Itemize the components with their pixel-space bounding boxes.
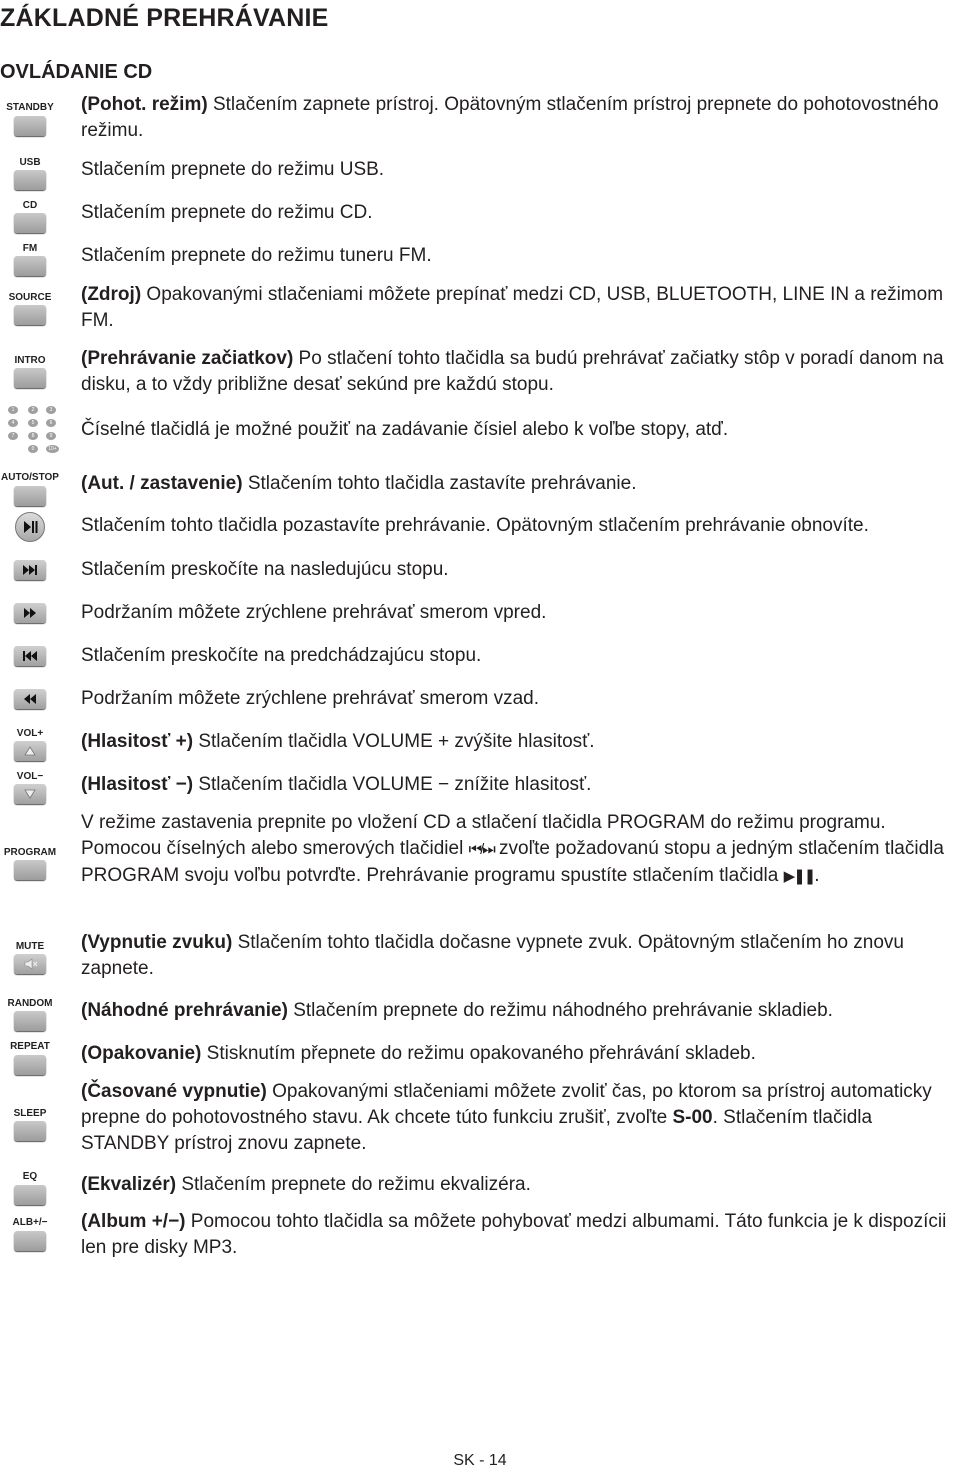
- forward-description: Podržaním môžete zrýchlene prehrávať smerom vpred.: [81, 602, 547, 623]
- auto-stop-term: (Aut. / zastavenie): [81, 473, 243, 494]
- arrow-up-icon: [14, 741, 46, 761]
- numkey-9: 9: [46, 432, 56, 440]
- sleep-term: (Časované vypnutie): [81, 1081, 267, 1102]
- source-description: [81, 282, 959, 334]
- vol-down-description: [81, 772, 959, 798]
- numkey-1: 1: [8, 406, 18, 414]
- standby-term: (Pohot. režim): [81, 94, 208, 115]
- auto-stop-label: AUTO/STOP: [1, 472, 59, 483]
- play-pause-button: [15, 512, 45, 542]
- fm-description: Stlačením prepnete do režimu tuneru FM.: [81, 245, 432, 266]
- numkey-2: 2: [28, 406, 38, 414]
- numeric-keypad: [6, 404, 60, 456]
- sleep-label: SLEEP: [13, 1108, 47, 1119]
- numkey-4: 4: [8, 419, 18, 427]
- rewind-icon: [14, 689, 46, 709]
- eq-term: (Ekvalizér): [81, 1174, 177, 1195]
- source-label: SOURCE: [8, 292, 52, 303]
- numkey-10plus: 10+: [46, 445, 59, 453]
- mute-label: MUTE: [15, 941, 45, 952]
- intro-text: Po stlačení tohto tlačidla sa budú prehrávať začiatky stôp v poradí danom na disku, a to vždy približne desať sekúnd pre každú stopu.: [81, 348, 944, 395]
- auto-stop-description: [81, 471, 959, 497]
- source-term: (Zdroj): [81, 284, 142, 305]
- play-pause-inline-icon: ▶❚❚: [783, 868, 815, 885]
- numkey-5: 5: [28, 419, 38, 427]
- vol-down-text: Stlačením tlačidla VOLUME − znížite hlasitosť.: [193, 774, 592, 795]
- vol-down-term: (Hlasitosť −): [81, 774, 194, 795]
- vol-up-term: (Hlasitosť +): [81, 731, 194, 752]
- usb-button: [14, 170, 46, 190]
- standby-button: [14, 116, 46, 136]
- intro-button: [14, 368, 46, 388]
- source-text: Opakovanými stlačeniami môžete prepínať medzi CD, USB, BLUETOOTH, LINE IN a režimom FM.: [81, 284, 944, 331]
- intro-description: [81, 346, 959, 398]
- vol-up-description: [81, 729, 959, 755]
- program-text-1: V režime zastavenia prepnite po vložení CD a stlačení tlačidla PROGRAM do režimu programu. Pomocou číselných alebo smerových tlačidiel: [81, 812, 886, 859]
- repeat-button: [14, 1055, 46, 1075]
- random-text: Stlačením prepnete do režimu náhodného prehrávanie skladieb.: [287, 1000, 833, 1021]
- arrow-down-icon: [14, 784, 46, 804]
- numkey-6: 6: [46, 419, 56, 427]
- play-pause-description: Stlačením tohto tlačidla pozastavíte prehrávanie. Opätovným stlačením prehrávanie obnovíte.: [81, 515, 869, 536]
- fast-forward-button: [14, 603, 46, 623]
- alb-text: Pomocou tohto tlačidla sa môžete pohybovať medzi albumami. Táto funkcia je k dispozícii len pre disky MP3.: [81, 1211, 947, 1258]
- eq-button: [14, 1185, 46, 1205]
- alb-label: ALB+/−: [12, 1217, 48, 1228]
- repeat-label: REPEAT: [10, 1041, 50, 1052]
- sleep-description: [81, 1079, 959, 1157]
- numkey-0: 0: [28, 445, 38, 453]
- repeat-text: Stisknutím přepnete do režimu opakovaného přehrávání skladeb.: [201, 1043, 756, 1064]
- program-description: [81, 810, 959, 890]
- previous-track-button: [14, 646, 46, 666]
- eq-label: EQ: [22, 1171, 38, 1182]
- mute-term: (Vypnutie zvuku): [81, 932, 233, 953]
- alb-description: [81, 1209, 959, 1261]
- usb-label: USB: [19, 157, 41, 168]
- alb-button: [14, 1231, 46, 1251]
- sleep-code: S-00: [672, 1107, 713, 1128]
- prev-next-inline-icon: ⏮/⏭: [468, 841, 494, 858]
- mute-text: Stlačením tohto tlačidla dočasne vypnete zvuk. Opätovným stlačením ho znovu zapnete.: [81, 932, 905, 979]
- numkey-8: 8: [28, 432, 38, 440]
- random-description: [81, 998, 959, 1024]
- sleep-text-2: . Stlačením tlačidla STANDBY prístroj znovu zapnete.: [81, 1107, 873, 1154]
- usb-description: Stlačením prepnete do režimu USB.: [81, 159, 385, 180]
- random-button: [14, 1011, 46, 1031]
- fm-label: FM: [22, 243, 38, 254]
- section-title: OVLÁDANIE CD: [0, 61, 153, 83]
- program-text-2: zvoľte požadovanú stopu a jedným stlačením tlačidla PROGRAM svoju voľbu potvrďte. Prehrávanie programu spustíte stlačením tlačidla: [81, 838, 944, 886]
- program-text-3: .: [814, 865, 820, 886]
- alb-term: (Album +/−): [81, 1211, 186, 1232]
- program-label: PROGRAM: [3, 847, 57, 858]
- rewind-description: Podržaním môžete zrýchlene prehrávať smerom vzad.: [81, 688, 540, 709]
- random-label: RANDOM: [7, 998, 53, 1009]
- skip-next-icon: [14, 560, 46, 580]
- vol-down-label: VOL−: [16, 771, 44, 782]
- numpad-description: Číselné tlačidlá je možné použiť na zadávanie čísiel alebo k voľbe stopy, atď.: [81, 419, 729, 440]
- numkey-3: 3: [46, 406, 56, 414]
- auto-stop-button: [14, 486, 46, 506]
- next-description: Stlačením preskočíte na nasledujúcu stopu.: [81, 559, 449, 580]
- page-title: ZÁKLADNÉ PREHRÁVANIE: [0, 4, 329, 32]
- mute-button: [14, 954, 46, 974]
- numkey-7: 7: [8, 432, 18, 440]
- repeat-description: [81, 1041, 959, 1067]
- vol-up-label: VOL+: [16, 728, 44, 739]
- standby-text: Stlačením zapnete prístroj. Opätovným stlačením prístroj prepnete do pohotovostného režimu.: [81, 94, 939, 141]
- auto-stop-text: Stlačením tohto tlačidla zastavíte prehrávanie.: [242, 473, 637, 494]
- intro-term: (Prehrávanie začiatkov): [81, 348, 294, 369]
- repeat-term: (Opakovanie): [81, 1043, 202, 1064]
- eq-description: [81, 1172, 959, 1198]
- cd-description: Stlačením prepnete do režimu CD.: [81, 202, 373, 223]
- sleep-text: Opakovanými stlačeniami môžete zvoliť čas, po ktorom sa prístroj automaticky prepne do pohotovostného stavu. Ak chcete túto funkciu zrušiť, zvoľte: [81, 1081, 932, 1128]
- prev-description: Stlačením preskočíte na predchádzajúcu stopu.: [81, 645, 482, 666]
- fm-button: [14, 256, 46, 276]
- program-button: [14, 860, 46, 880]
- eq-text: Stlačením prepnete do režimu ekvalizéra.: [176, 1174, 531, 1195]
- fast-forward-icon: [14, 603, 46, 623]
- vol-down-button: [14, 784, 46, 804]
- intro-label: INTRO: [14, 355, 46, 366]
- next-track-button: [14, 560, 46, 580]
- speaker-mute-icon: [14, 954, 46, 974]
- source-button: [14, 305, 46, 325]
- play-pause-icon: [16, 513, 44, 541]
- random-term: (Náhodné prehrávanie): [81, 1000, 288, 1021]
- page-number: SK - 14: [453, 1452, 507, 1469]
- standby-label: STANDBY: [6, 102, 54, 113]
- skip-previous-icon: [14, 646, 46, 666]
- sleep-button: [14, 1121, 46, 1141]
- cd-button: [14, 213, 46, 233]
- cd-label: CD: [22, 200, 38, 211]
- vol-up-text: Stlačením tlačidla VOLUME + zvýšite hlasitosť.: [193, 731, 595, 752]
- standby-description: [81, 92, 959, 144]
- rewind-button: [14, 689, 46, 709]
- mute-description: [81, 930, 959, 982]
- vol-up-button: [14, 741, 46, 761]
